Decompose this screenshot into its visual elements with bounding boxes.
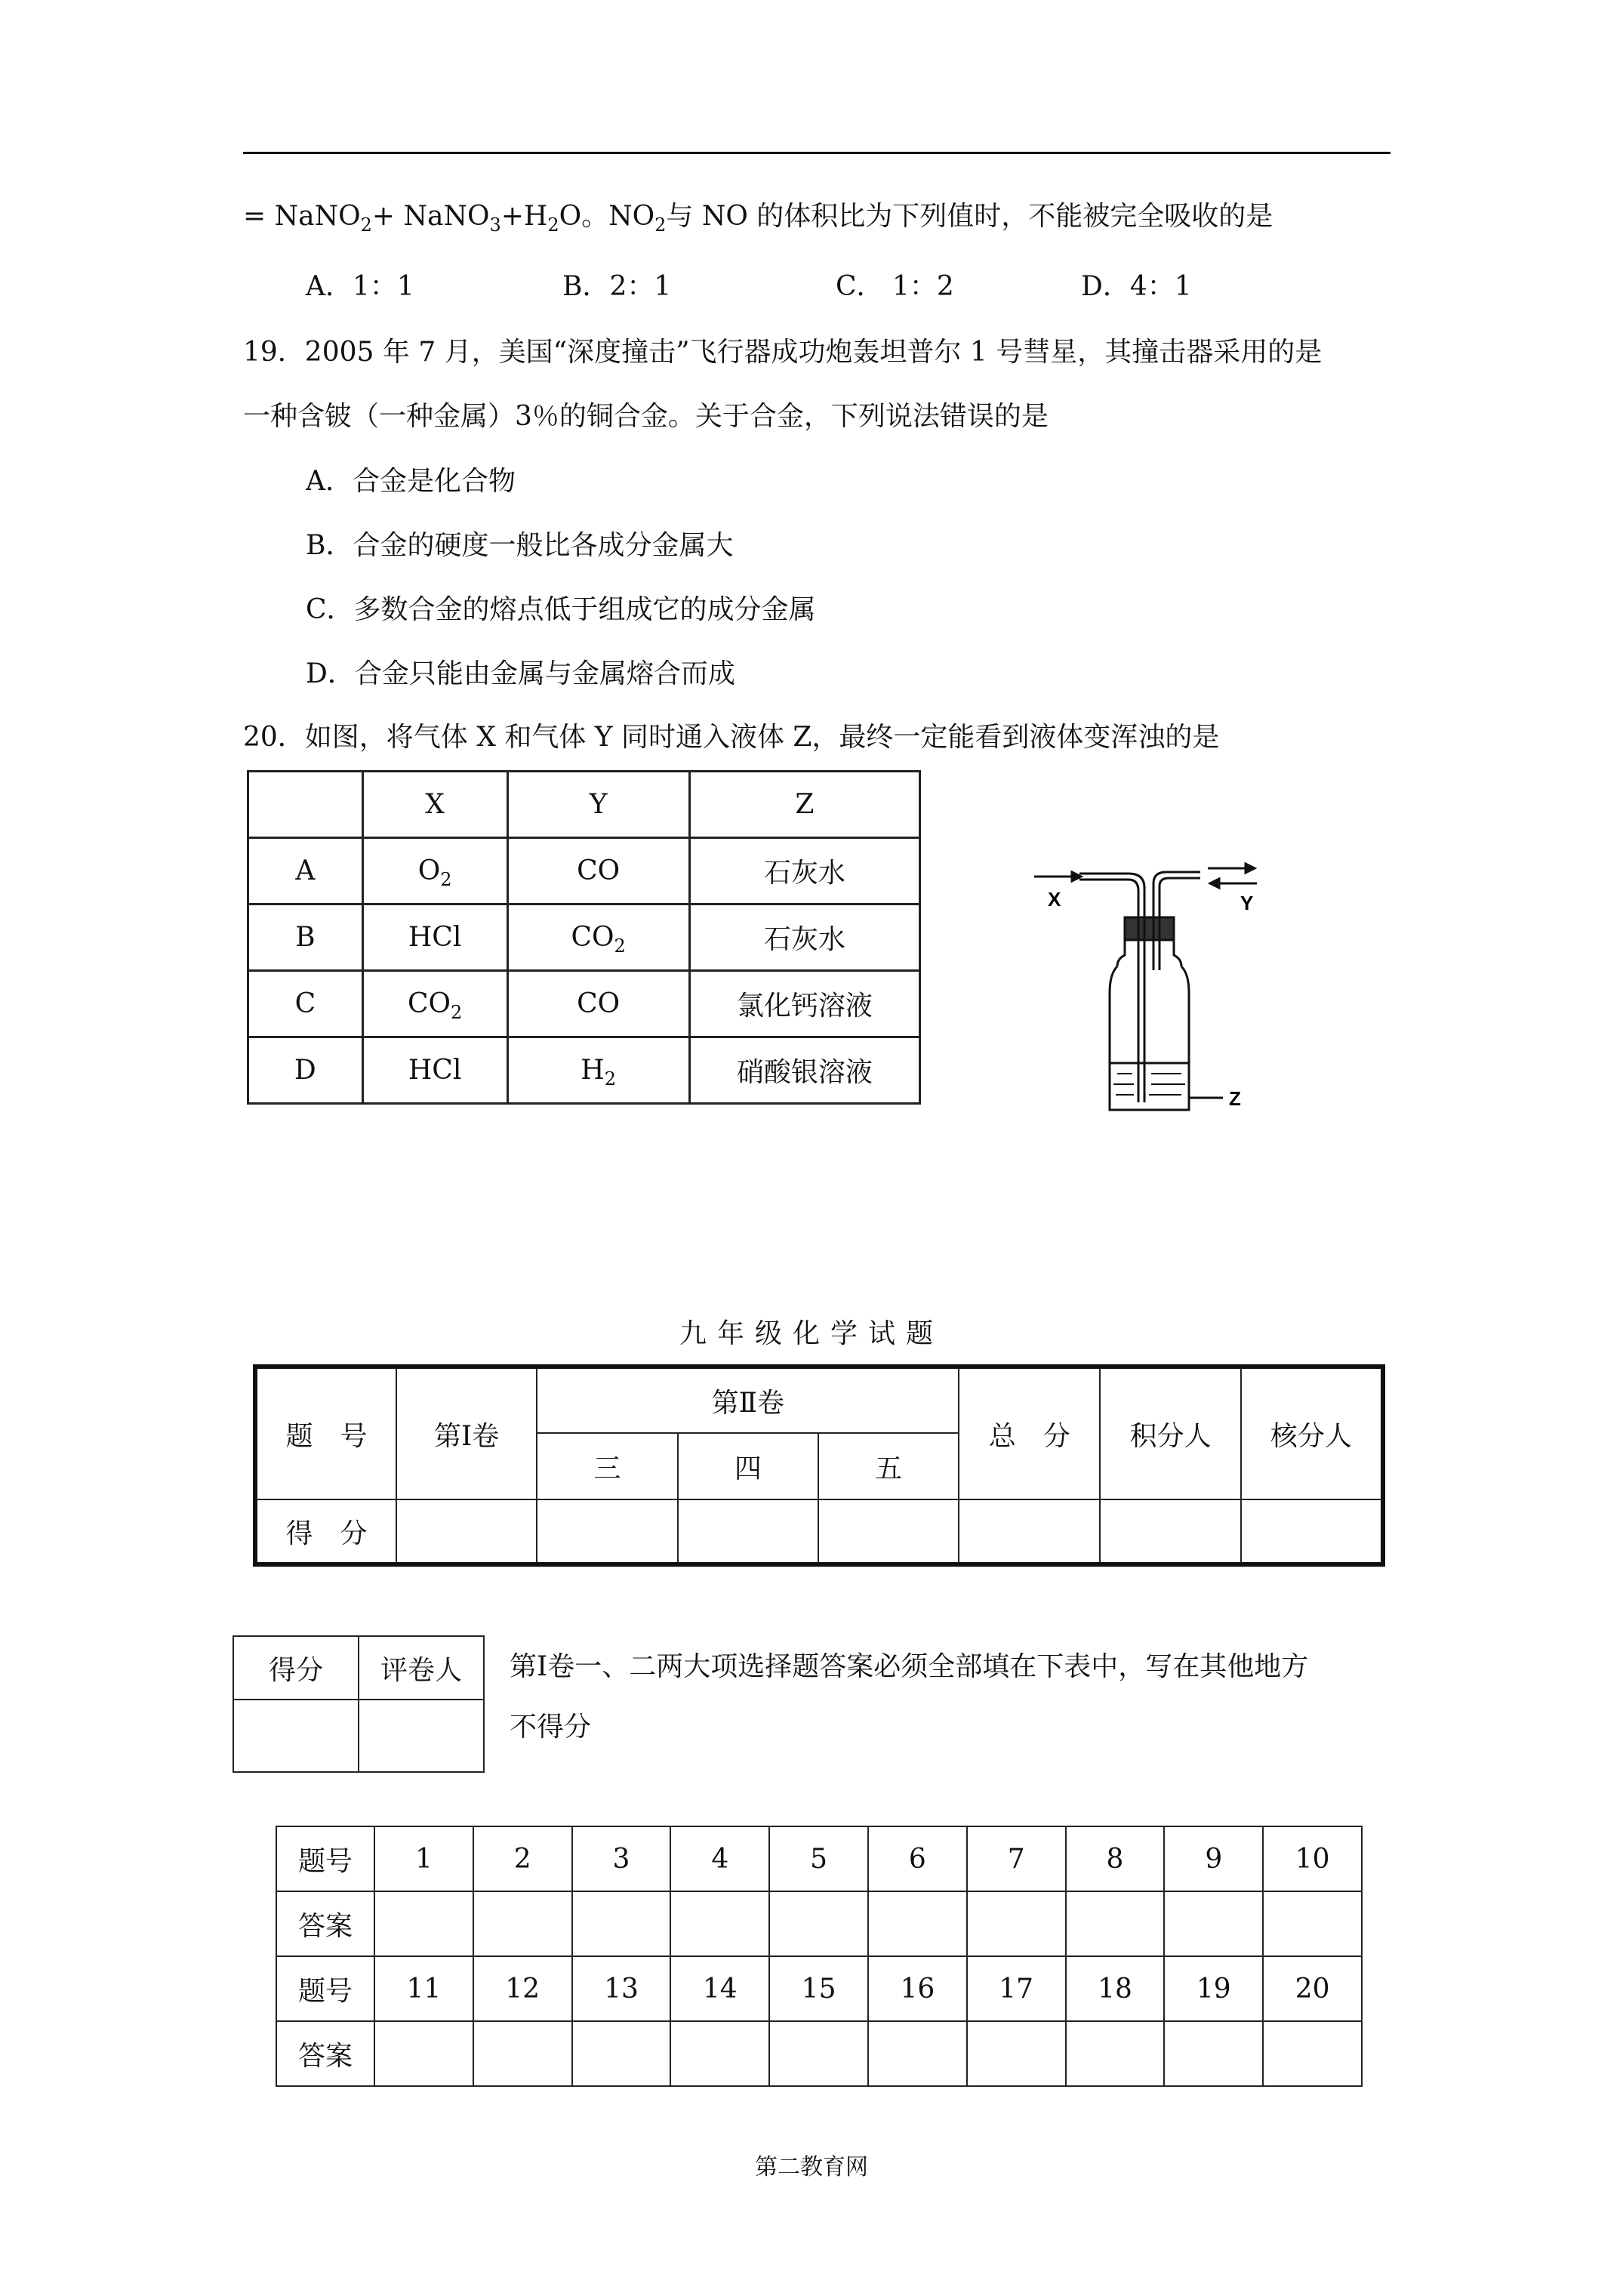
answer-cell[interactable] (572, 2021, 671, 2086)
grader-score-input[interactable] (233, 1700, 359, 1772)
answer-cell[interactable] (769, 1891, 868, 1956)
question-number: 16 (868, 1956, 967, 2021)
cell-z: 氯化钙溶液 (689, 971, 919, 1037)
header-hefen: 核分人 (1241, 1367, 1383, 1499)
table-header-x: X (362, 772, 507, 838)
answer-cell[interactable] (374, 1891, 473, 1956)
question-number: 7 (967, 1826, 1066, 1891)
score-input-cell[interactable] (537, 1499, 677, 1564)
question-number: 11 (374, 1956, 473, 2021)
cell-y: CO (507, 838, 689, 905)
row-label: A (248, 838, 363, 905)
answer-cell[interactable] (473, 1891, 572, 1956)
cell-y: $H_2$ (507, 1037, 689, 1104)
row-label-question: 题号 (276, 1826, 374, 1891)
answer-cell[interactable] (1164, 2021, 1263, 2086)
cell-x: $CO_2$ (362, 971, 507, 1037)
answer-cell[interactable] (868, 1891, 967, 1956)
table-row (248, 971, 920, 1037)
answer-cell[interactable] (1164, 1891, 1263, 1956)
q18-option-d: D．4：1 (1081, 271, 1192, 302)
cell-y: CO (507, 971, 689, 1037)
score-input-cell[interactable] (396, 1499, 537, 1564)
instruction-line1: 第Ⅰ卷一、二两大项选择题答案必须全部填在下表中，写在其他地方 (510, 1651, 1309, 1682)
table-row (233, 1636, 484, 1700)
header-wu: 五 (818, 1433, 959, 1499)
answer-cell[interactable] (1066, 2021, 1165, 2086)
diagram-label-z: Z (1229, 1087, 1241, 1110)
q18-option-a: A．1：1 (306, 271, 414, 302)
cell-y: $CO_2$ (507, 905, 689, 971)
score-input-cell[interactable] (678, 1499, 818, 1564)
table-row (248, 1037, 920, 1104)
row-label-answer: 答案 (276, 2021, 374, 2086)
table-row (276, 1956, 1362, 2021)
question-number: 8 (1066, 1826, 1165, 1891)
score-summary-table (253, 1364, 1385, 1567)
q20-stem: 20．如图，将气体 X 和气体 Y 同时通入液体 Z，最终一定能看到液体变浑浊的是 (243, 722, 1220, 753)
score-input-cell[interactable] (1241, 1499, 1383, 1564)
table-row (248, 772, 920, 838)
footer-site-name: 第二教育网 (755, 2154, 868, 2180)
table-row (248, 905, 920, 971)
question-number: 15 (769, 1956, 868, 2021)
diagram-label-y: Y (1240, 892, 1254, 914)
question-number: 14 (670, 1956, 769, 2021)
question-number: 1 (374, 1826, 473, 1891)
header-juan2: 第Ⅱ卷 (537, 1367, 959, 1433)
grader-box (233, 1635, 485, 1773)
table-row (255, 1499, 1383, 1564)
score-input-cell[interactable] (959, 1499, 1100, 1564)
question-number: 6 (868, 1826, 967, 1891)
row-label: D (248, 1037, 363, 1104)
row-label-score: 得 分 (255, 1499, 396, 1564)
cell-x: HCl (362, 1037, 507, 1104)
answer-cell[interactable] (670, 1891, 769, 1956)
q19-option-d: D．合金只能由金属与金属熔合而成 (306, 658, 735, 689)
table-row (233, 1700, 484, 1772)
q18-option-c: C． 1：2 (836, 271, 954, 302)
question-number: 13 (572, 1956, 671, 2021)
table-cell (248, 772, 363, 838)
question-number: 3 (572, 1826, 671, 1891)
row-label: B (248, 905, 363, 971)
q19-stem-line1: 19．2005 年 7 月，美国“深度撞击”飞行器成功炮轰坦普尔 1 号彗星，其撞击器采用的是 (243, 337, 1323, 368)
header-total: 总 分 (959, 1367, 1100, 1499)
answer-cell[interactable] (473, 2021, 572, 2086)
header-jifen: 积分人 (1100, 1367, 1240, 1499)
grader-score-label: 得分 (233, 1636, 359, 1700)
answer-cell[interactable] (374, 2021, 473, 2086)
row-label-question: 题号 (276, 1956, 374, 2021)
answer-cell[interactable] (572, 1891, 671, 1956)
q18-option-b: B．2：1 (562, 271, 672, 302)
header-san: 三 (537, 1433, 677, 1499)
question-number: 18 (1066, 1956, 1165, 2021)
table-row (255, 1367, 1383, 1433)
header-rule (243, 152, 1390, 154)
row-label: C (248, 971, 363, 1037)
table-header-z: Z (689, 772, 919, 838)
answer-cell[interactable] (1066, 1891, 1165, 1956)
row-label-answer: 答案 (276, 1891, 374, 1956)
q19-option-b: B．合金的硬度一般比各成分金属大 (306, 530, 734, 561)
grader-name-input[interactable] (359, 1700, 484, 1772)
answer-cell[interactable] (868, 2021, 967, 2086)
question-number: 4 (670, 1826, 769, 1891)
q20-table (247, 770, 921, 1105)
instruction-line2: 不得分 (510, 1712, 592, 1743)
grader-name-label: 评卷人 (359, 1636, 484, 1700)
table-row (276, 2021, 1362, 2086)
cell-z: 石灰水 (689, 905, 919, 971)
question-number: 9 (1164, 1826, 1263, 1891)
gas-bottle-diagram (1027, 861, 1298, 1148)
answer-cell[interactable] (967, 2021, 1066, 2086)
cell-z: 石灰水 (689, 838, 919, 905)
answer-cell[interactable] (967, 1891, 1066, 1956)
question-number: 2 (473, 1826, 572, 1891)
header-si: 四 (678, 1433, 818, 1499)
diagram-label-x: X (1048, 888, 1061, 911)
answer-cell[interactable] (670, 2021, 769, 2086)
q18-stem-tail: = NaNO$_2$+ $NaNO_3+H_2O$。$NO_2$与 NO 的体积比为下列值时，不能被完全吸收的是 (243, 201, 1273, 236)
question-number: 10 (1263, 1826, 1362, 1891)
cell-x: HCl (362, 905, 507, 971)
table-row (248, 838, 920, 905)
header-juan1: 第Ⅰ卷 (396, 1367, 537, 1499)
exam-title: 九年级化学试题 (679, 1318, 944, 1349)
answer-cell[interactable] (1263, 1891, 1362, 1956)
table-row (276, 1891, 1362, 1956)
answer-cell[interactable] (1263, 2021, 1362, 2086)
question-number: 12 (473, 1956, 572, 2021)
q19-option-a: A．合金是化合物 (306, 466, 516, 497)
score-input-cell[interactable] (1100, 1499, 1240, 1564)
header-tihao: 题 号 (255, 1367, 396, 1499)
q19-stem-line2: 一种含铍（一种金属）3％的铜合金。关于合金，下列说法错误的是 (243, 401, 1049, 432)
question-number: 17 (967, 1956, 1066, 2021)
q19-option-c: C．多数合金的熔点低于组成它的成分金属 (306, 594, 816, 625)
score-input-cell[interactable] (818, 1499, 959, 1564)
table-row (276, 1826, 1362, 1891)
question-number: 20 (1263, 1956, 1362, 2021)
table-header-y: Y (507, 772, 689, 838)
answer-grid (276, 1826, 1363, 2087)
answer-cell[interactable] (769, 2021, 868, 2086)
cell-z: 硝酸银溶液 (689, 1037, 919, 1104)
question-number: 5 (769, 1826, 868, 1891)
question-number: 19 (1164, 1956, 1263, 2021)
cell-x: $O_2$ (362, 838, 507, 905)
